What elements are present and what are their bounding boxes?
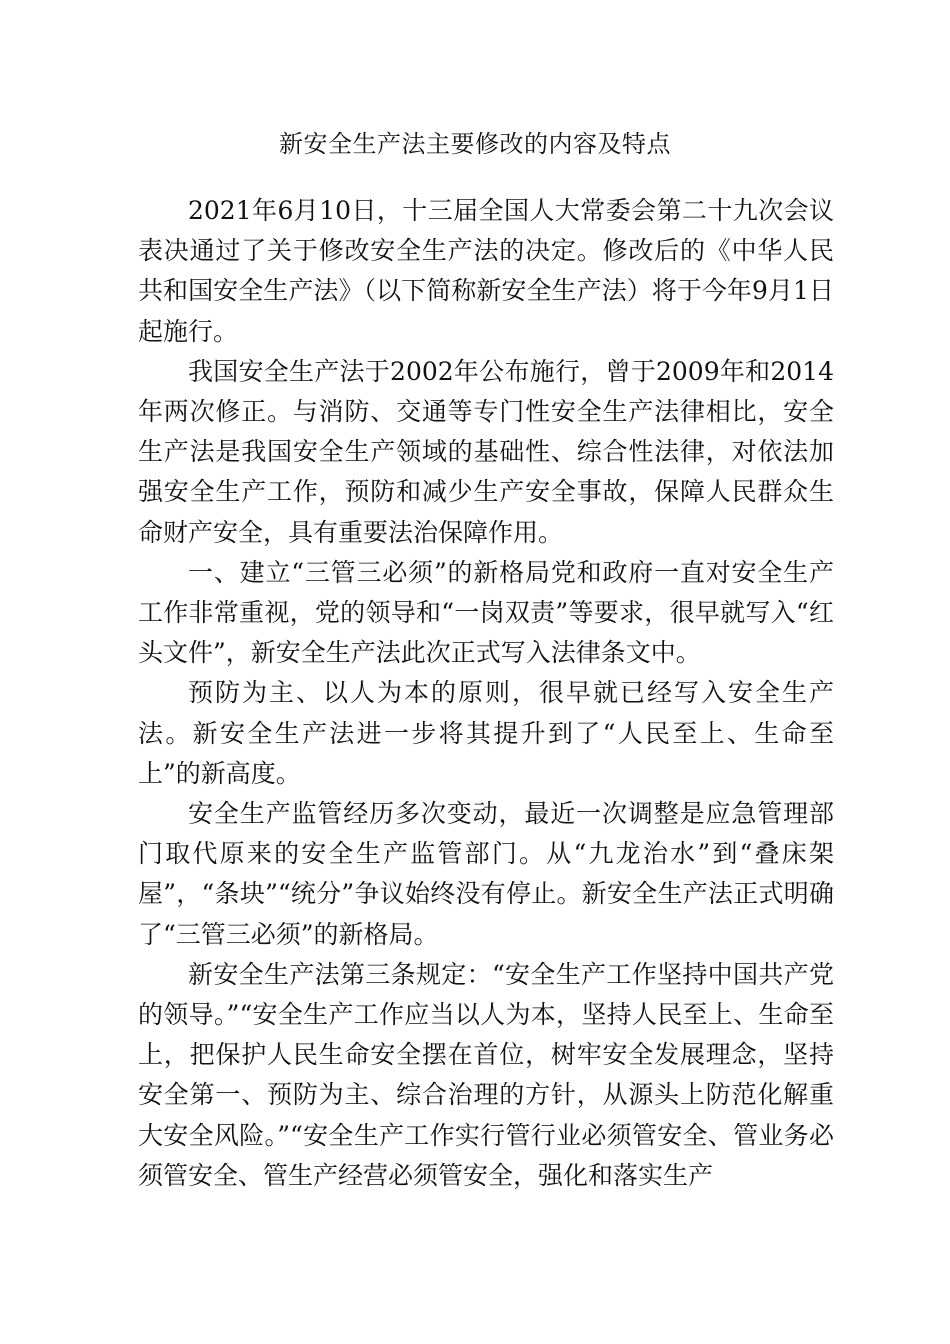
paragraph-1: 2021年6月10日，十三届全国人大常委会第二十九次会议表决通过了关于修改安全生产法的决定。修改后的《中华人民共和国安全生产法》（以下简称新安全生产法）将于今年9月1日起施行。 [138,196,834,346]
paragraph-5: 安全生产监管经历多次变动，最近一次调整是应急管理部门取代原来的安全生产监管部门。从“九龙治水”到“叠床架屋”，“条块”“统分”争议始终没有停止。新安全生产法正式明确了“三管三必须”的新格局。 [138,799,834,949]
paragraph-2: 我国安全生产法于2002年公布施行，曾于2009年和2014年两次修正。与消防、交通等专门性安全生产法律相比，安全生产法是我国安全生产领域的基础性、综合性法律，对依法加强安全生产工作，预防和减少生产安全事故，保障人民群众生命财产安全，具有重要法治保障作用。 [138,356,834,547]
paragraph-4: 预防为主、以人为本的原则，很早就已经写入安全生产法。新安全生产法进一步将其提升到了“人民至上、生命至上”的新高度。 [138,678,834,788]
paragraph-3: 一、建立“三管三必须”的新格局党和政府一直对安全生产工作非常重视，党的领导和“一岗双责”等要求，很早就写入“红头文件”，新安全生产法此次正式写入法律条文中。 [138,557,834,668]
document-body [138,191,834,1196]
paragraph-6: 新安全生产法第三条规定：“安全生产工作坚持中国共产党的领导。”“安全生产工作应当以人为本，坚持人民至上、生命至上，把保护人民生命安全摆在首位，树牢安全发展理念，坚持安全第一、预防为主、综合治理的方针，从源头上防范化解重大安全风险。”“安全生产工作实行管行业必须管安全、管业务必须管安全、管生产经营必须管安全，强化和落实生产 [138,959,834,1190]
document-title: 新安全生产法主要修改的内容及特点 [279,130,671,158]
